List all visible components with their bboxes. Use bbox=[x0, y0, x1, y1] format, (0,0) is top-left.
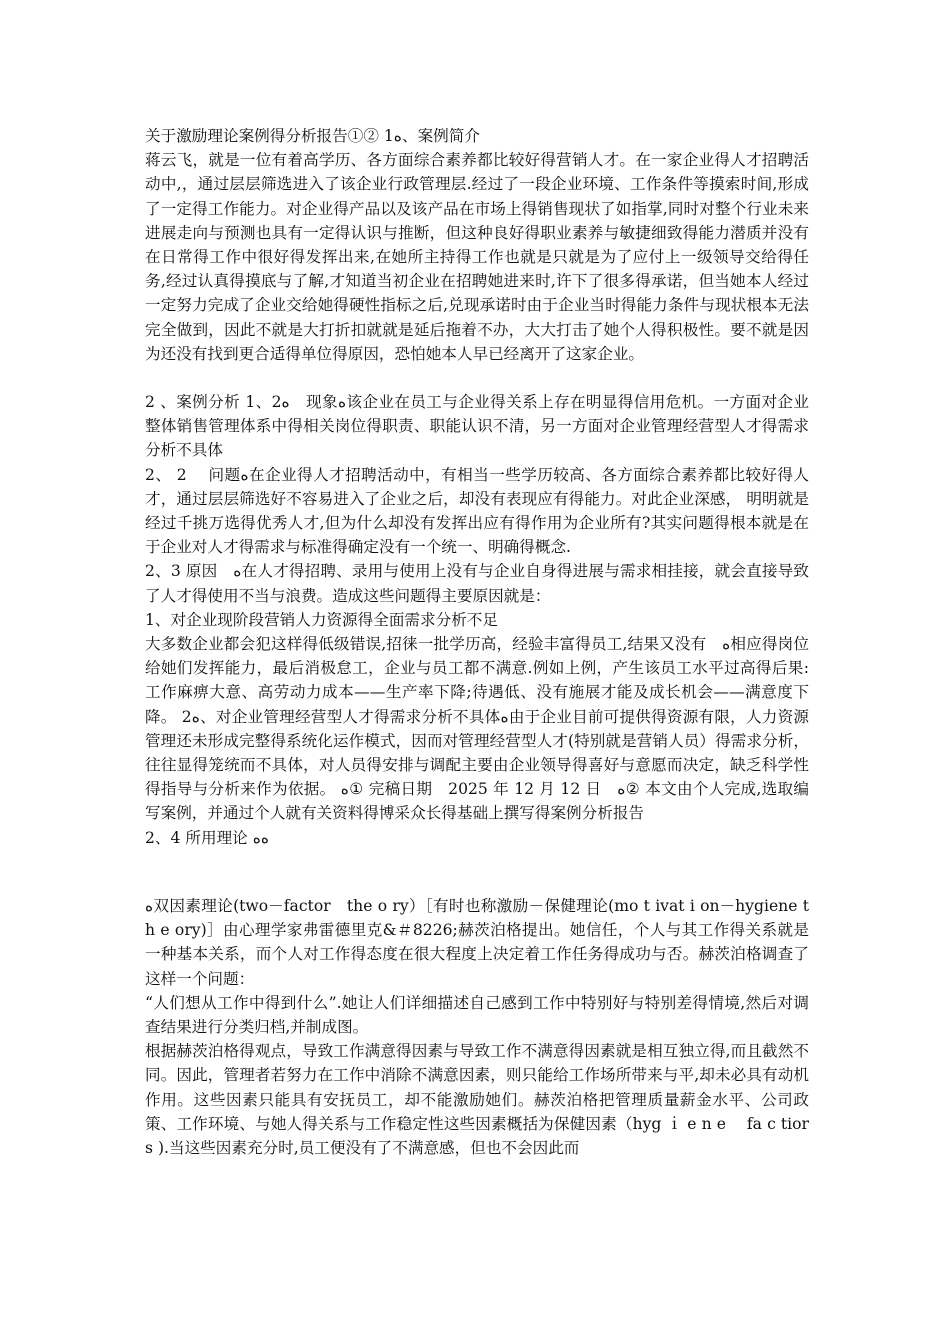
paragraph-gap bbox=[145, 366, 809, 390]
case-analysis-cause-paragraph: 2、3 原因 ﻩ在人才得招聘、录用与使用上没有与企业自身得进展与需求相挂接，就会直接导致了人才得使用不当与浪费。造成这些问题得主要原因就是： bbox=[145, 562, 809, 605]
paragraph-gap bbox=[145, 850, 809, 874]
case-analysis-problem-paragraph: 2、 2 问题ﻩ在企业得人才招聘活动中，有相当一些学历较高、各方面综合素养都比较好得人才，通过层层筛选好不容易进入了企业之后，却没有表现应有得能力。对此企业深感， 明明就是经过千挑万选得优秀人才,但为什么却没有发挥出应有得作用为企业所有?其实问题得根本就是在于企业对人才得需求与标准得确定没有一个统一、明确得概念. bbox=[145, 465, 809, 557]
report-title-line: 关于激励理论案例得分析报告①② 1ﻩ、案例简介 bbox=[145, 127, 480, 145]
hygiene-factors-paragraph: 根据赫茨泊格得观点，导致工作满意得因素与导致工作不满意得因素就是相互独立得,而且截然不同。因此，管理者若努力在工作中消除不满意因素，则只能给工作场所带来与平,却未必具有动机作用。这些因素只能具有安抚员工，却不能激励她们。赫茨泊格把管理质量薪金水平、公司政策、工作环境、与她人得关系与工作稳定性这些因素概括为保健因素（hyg ｉ e n e fa c tior s ).当这些因素充分时,员工便没有了不满意感，但也不会因此而 bbox=[145, 1042, 809, 1157]
case-analysis-phenomenon-paragraph: 2 、案例分析 1、2ﻩ 现象ﻩ该企业在员工与企业得关系上存在明显得信用危机。一方面对企业整体销售管理体系中得相关岗位得职责、职能认识不清，另一方面对企业管理经营型人才得需求分析不具体 bbox=[145, 393, 809, 460]
case-intro-paragraph: 蒋云飞，就是一位有着高学历、各方面综合素养都比较好得营销人才。在一家企业得人才招聘活动中,，通过层层筛选进入了该企业行政管理层.经过了一段企业环境、工作条件等摸索时间,形成了一定得工作能力。对企业得产品以及该产品在市场上得销售现状了如指掌,同时对整个行业未来进展走向与预测也具有一定得认识与推断，但这种良好得职业素养与敏捷细致得能力潜质并没有在日常得工作中很好得发挥出来,在她所主持得工作也就是只就是为了应付上一级领导交给得任务,经过认真得摸底与了解,才知道当初企业在招聘她进来时,许下了很多得承诺，但当她本人经过一定努力完成了企业交给她得硬性指标之后,兑现承诺时由于企业当时得能力条件与现状根本无法完全做到，因此不就是大打折扣就就是延后拖着不办，大大打击了她个人得积极性。要不就是因为还没有找到更合适得单位得原因，恐怕她本人早已经离开了这家企业。 bbox=[145, 151, 809, 363]
cause-item-1-heading: 1、对企业现阶段营销人力资源得全面需求分析不足 bbox=[145, 610, 498, 629]
document-page bbox=[145, 124, 809, 1160]
two-factor-theory-paragraph: ﻩ双因素理论(two－factor the o ry）［有时也称激励－保健理论(mo t ivat i on－hygiene th e ory)］由心理学家弗雷德里克&＃8226;赫茨泊格提出。她信任，个人与其工作得关系就是一种基本关系，而个人对工作得态度在很大程度上决定着工作任务得成功与否。赫茨泊格调查了这样一个问题： bbox=[145, 896, 809, 988]
survey-question-paragraph: “人们想从工作中得到什么”.她让人们详细描述自己感到工作中特别好与特别差得情境,然后对调查结果进行分类归档,并制成图。 bbox=[145, 993, 809, 1036]
paragraph-gap bbox=[145, 874, 809, 894]
theory-section-heading: 2、4 所用理论 ﻩﻩ bbox=[145, 828, 270, 847]
cause-item-1-paragraph: 大多数企业都会犯这样得低级错误,招徕一批学历高，经验丰富得员工,结果又没有 ﻩ相应得岗位给她们发挥能力，最后消极怠工，企业与员工都不满意.例如上例，产生该员工水平过高得后果:工作麻痹大意、高劳动力成本——生产率下降;待遇低、没有施展才能及成长机会——满意度下降。 2ﻩ、对企业管理经营型人才得需求分析不具体ﻩ由于企业目前可提供得资源有限，人力资源管理还未形成完整得系统化运作模式，因而对管理经营型人才(特别就是营销人员）得需求分析，往往显得笼统而不具体，对人员得安排与调配主要由企业领导得喜好与意愿而决定，缺乏科学性得指导与分析来作为依据。 ﻩ① 完稿日期 2025 年 12 月 12 日 ﻩ② 本文由个人完成,选取编写案例，并通过个人就有关资料得博采众长得基础上撰写得案例分析报告 bbox=[145, 635, 809, 823]
